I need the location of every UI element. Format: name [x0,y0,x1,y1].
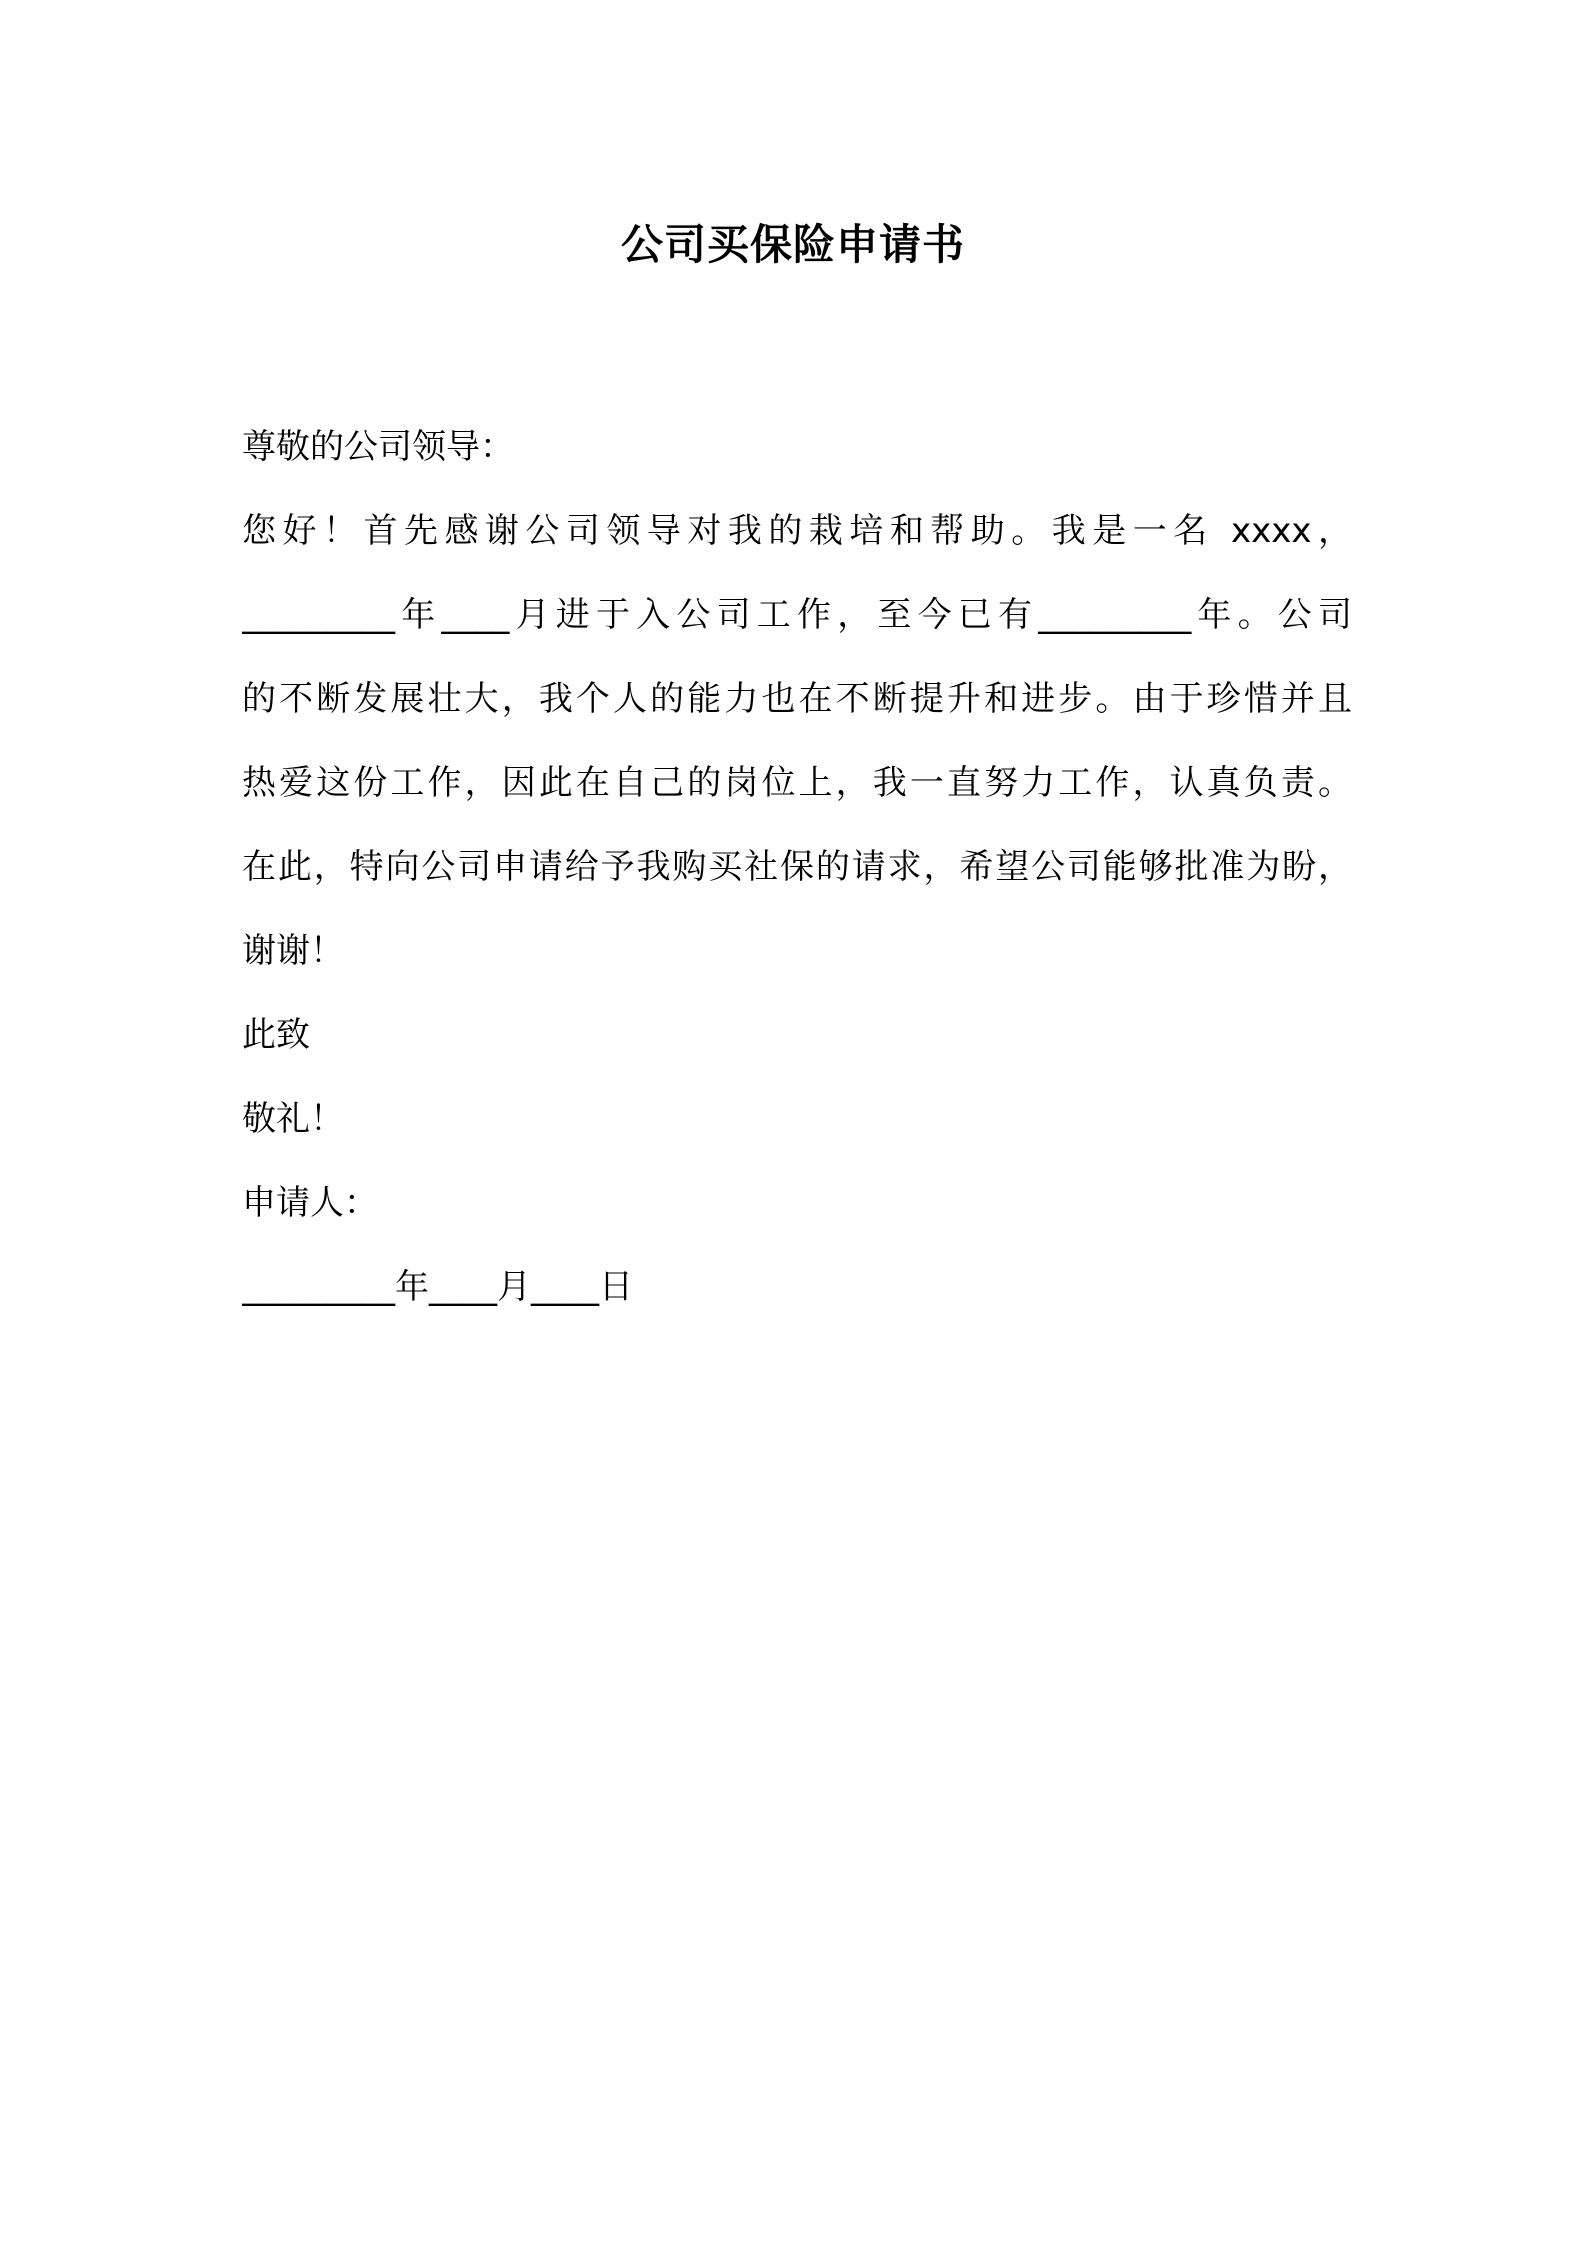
paragraph-line: 您好！首先感谢公司领导对我的栽培和帮助。我是一名 xxxx， [242,511,1352,551]
letter-body [242,405,1352,1329]
closing-line: 此致 [242,1015,310,1055]
paragraph-line: 在此，特向公司申请给予我购买社保的请求，希望公司能够批准为盼， [242,847,1352,887]
salutation: 尊敬的公司领导： [242,427,514,467]
paragraph-line: _________年____月进于入公司工作，至今已有_________年。公司 [242,595,1352,635]
paragraph-line: 谢谢！ [242,931,344,971]
paragraph-line: 热爱这份工作，因此在自己的岗位上，我一直努力工作，认真负责。 [242,763,1352,803]
closing-line: 敬礼！ [242,1099,344,1139]
date-line: _________年____月____日 [242,1267,633,1307]
paragraph-line: 的不断发展壮大，我个人的能力也在不断提升和进步。由于珍惜并且 [242,679,1352,719]
document-title: 公司买保险申请书 [620,220,965,269]
applicant-label: 申请人： [242,1183,378,1223]
